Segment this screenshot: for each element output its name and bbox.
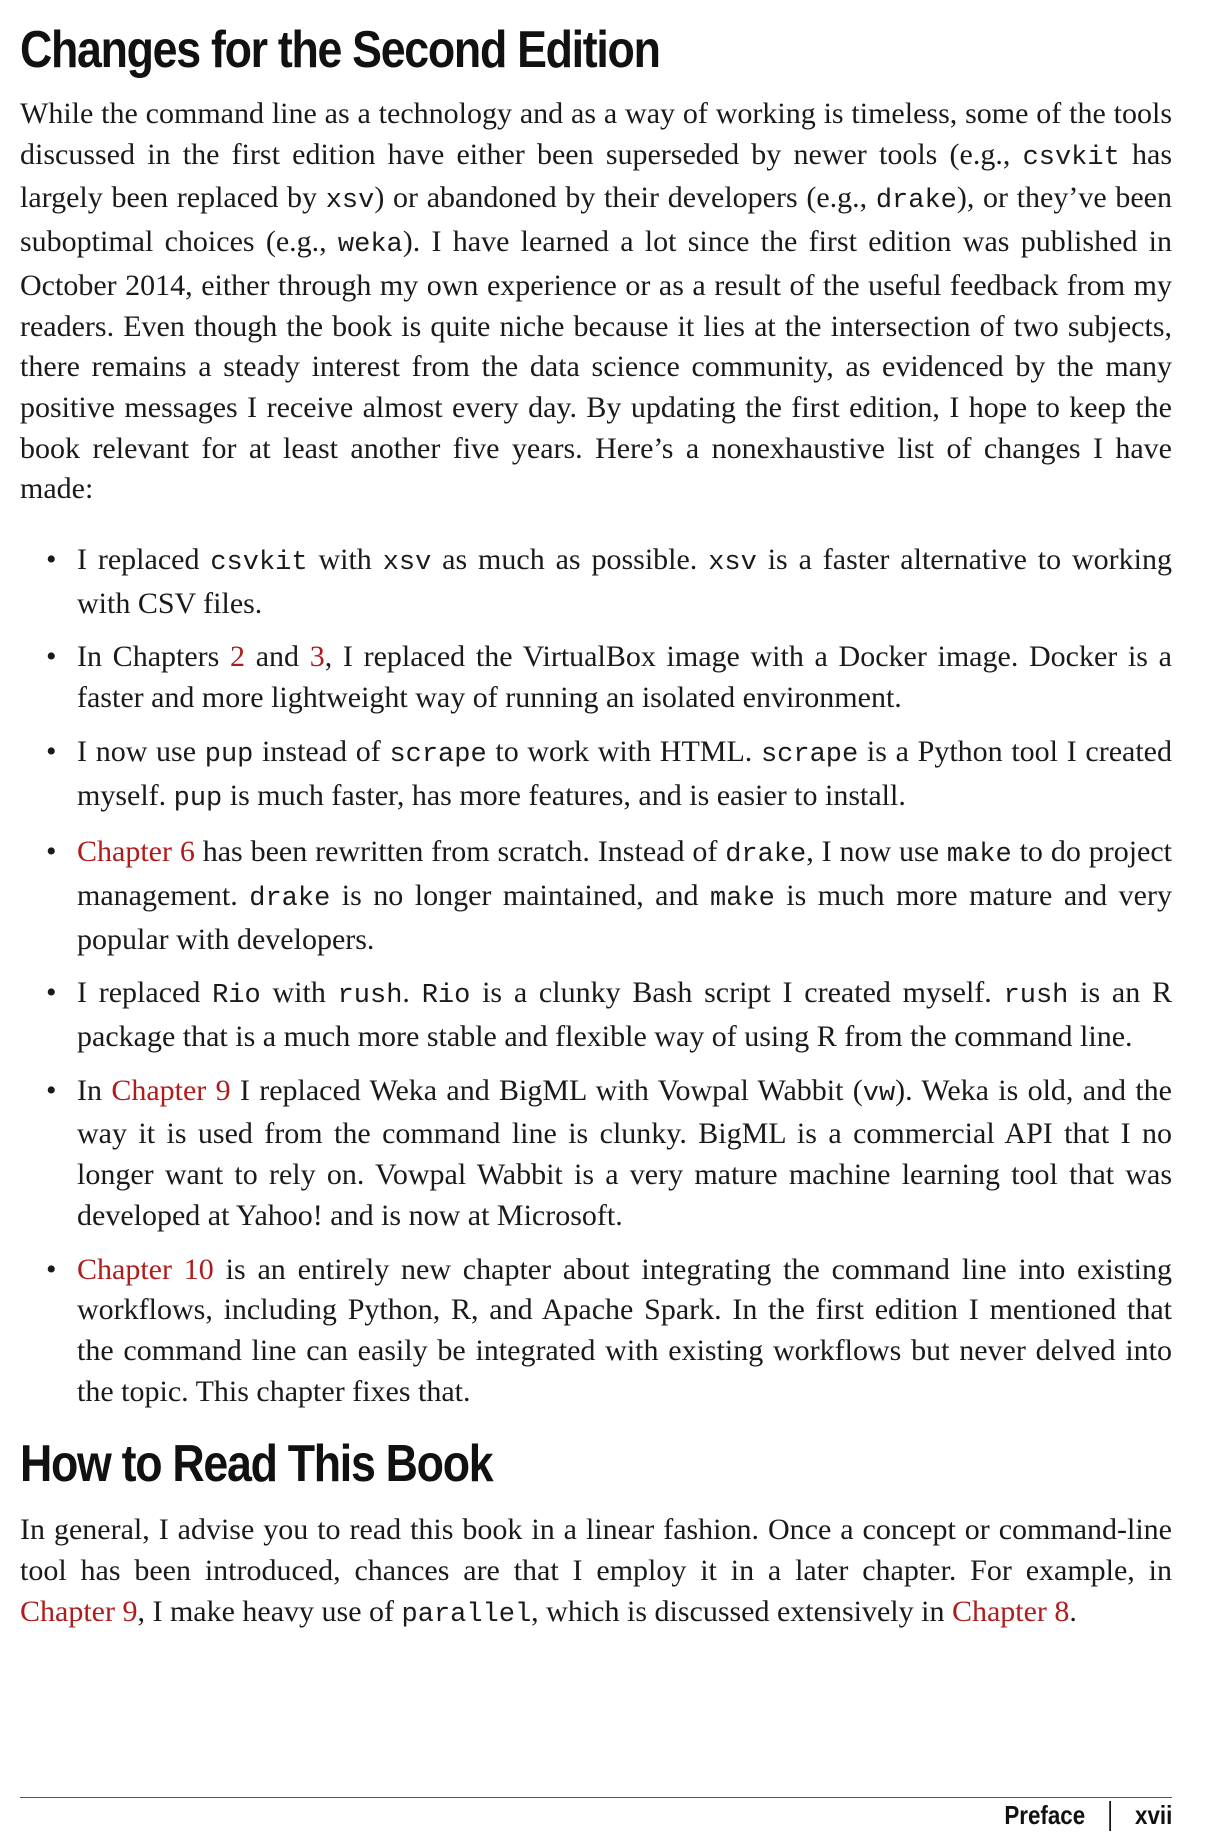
text-run: In <box>77 1073 112 1107</box>
text-run: is an entirely new chapter about integrating the command line into existing workflows, including Python, R, and Apache Spark. In the first edition I mentioned that the command line can easily be integrated with existing workflows but never delved into the topic. This chapter fixes that. <box>77 1252 1173 1408</box>
code-pup: pup <box>173 783 223 814</box>
text-run: I replaced <box>77 543 211 577</box>
text-run: to do project management. <box>77 835 1172 912</box>
text-run: is much more mature and very popular with developers. <box>77 878 1172 956</box>
text-run: has been rewritten from scratch. Instead of <box>194 835 726 869</box>
code-rush: rush <box>337 981 403 1012</box>
text-run: is an R package that is a much more stable and flexible way of using R from the command line. <box>77 976 1173 1054</box>
text-run: has largely been replaced by <box>20 137 1172 215</box>
chapter-2-link[interactable]: 2 <box>230 640 246 674</box>
text-run: In general, I advise you to read this book in a linear fashion. Once a concept or command-line tool has been introduced, chances are that I employ it in a later chapter. For example, in <box>20 1513 1172 1588</box>
text-run: , I make heavy use of <box>137 1594 402 1628</box>
code-make: make <box>946 840 1012 871</box>
text-run: ). I have learned a lot since the first edition was published in October 2014, either through my own experience or as a result of the useful feedback from my readers. Even though the book is quite niche because it lies at the intersection of two subjects, there remains a steady interest from the data science community, as evidenced by the many positive messages I receive almost every day. By updating the first edition, I hope to keep the book relevant for at least another five years. Here’s a nonexhaustive list of changes I have made: <box>20 225 1172 506</box>
text-run: , I now use <box>806 835 947 869</box>
intro-paragraph <box>20 94 1172 510</box>
bullet: • <box>46 1073 57 1107</box>
footer-separator <box>1109 1801 1111 1831</box>
how-to-read-paragraph <box>20 1510 1172 1635</box>
code-csvkit: csvkit <box>1022 142 1120 173</box>
text-run: While the command line as a technology and as a way of working is timeless, some of the tools discussed in the first edition have either been superseded by newer tools (e.g., <box>20 97 1172 171</box>
text-run: is much faster, has more features, and is easier to install. <box>222 778 906 812</box>
list-item <box>20 973 1172 1057</box>
text-run: is a clunky Bash script I created myself. <box>470 976 1004 1010</box>
bullet: • <box>46 543 57 577</box>
text-run: ) or abandoned by their developers (e.g., <box>374 181 876 215</box>
code-rio: Rio <box>212 981 261 1012</box>
bullet: • <box>46 976 57 1010</box>
code-drake: drake <box>725 840 807 871</box>
text-run: is a faster alternative to working with CSV files. <box>77 543 1172 620</box>
chapter-8-link[interactable]: Chapter 8 <box>951 1594 1070 1628</box>
list-item <box>20 540 1172 624</box>
code-drake: drake <box>875 186 957 217</box>
bullet: • <box>46 1252 57 1286</box>
page-number: xvii <box>1134 1800 1172 1830</box>
text-run: In Chapters <box>77 640 231 674</box>
bullet: • <box>46 835 57 869</box>
code-vw: vw <box>862 1078 896 1109</box>
chapter-9-link[interactable]: Chapter 9 <box>20 1594 138 1628</box>
footer-rule <box>20 1797 1172 1798</box>
section-heading-changes: Changes for the Second Edition <box>20 21 660 79</box>
text-run: is a Python tool I created myself. <box>77 734 1172 812</box>
text-run: as much as possible. <box>431 543 709 577</box>
code-rush: rush <box>1003 981 1069 1012</box>
text-run: and <box>245 640 310 674</box>
text-run: . <box>1069 1594 1077 1628</box>
text-run: with <box>260 976 338 1010</box>
page-footer <box>1004 1800 1172 1831</box>
bullet: • <box>46 734 57 768</box>
changes-list <box>20 540 1172 1412</box>
list-item <box>20 1250 1172 1413</box>
code-xsv: xsv <box>708 548 757 579</box>
list-item <box>20 637 1172 718</box>
text-run: . <box>402 976 422 1010</box>
code-drake: drake <box>249 883 331 914</box>
chapter-6-link[interactable]: Chapter 6 <box>77 835 195 869</box>
chapter-10-link[interactable]: Chapter 10 <box>77 1252 214 1286</box>
code-scrape: scrape <box>760 739 859 770</box>
chapter-9-link[interactable]: Chapter 9 <box>111 1073 231 1107</box>
code-make: make <box>710 883 775 914</box>
text-run: , I replaced the VirtualBox image with a Docker image. Docker is a faster and more lightweight way of running an isolated environment. <box>77 640 1172 715</box>
text-run: ), or they’ve been suboptimal choices (e.g., <box>20 181 1172 259</box>
section-heading-how-to-read: How to Read This Book <box>20 1435 493 1494</box>
text-run: ). Weka is old, and the way it is used from the command line is clunky. BigML is a commercial API that I no longer want to rely on. Vowpal Wabbit is a very mature machine learning tool that was developed at Yahoo! and is now at Microsoft. <box>77 1073 1172 1232</box>
list-item <box>20 732 1172 819</box>
text-run: with <box>307 543 383 577</box>
text-run: to work with HTML. <box>486 734 761 768</box>
text-run: is no longer maintained, and <box>330 878 710 912</box>
chapter-3-link[interactable]: 3 <box>309 640 325 674</box>
text-run: I now use <box>77 734 205 768</box>
list-item <box>20 1071 1172 1237</box>
text-run: , which is discussed extensively in <box>531 1594 952 1628</box>
code-xsv: xsv <box>325 186 375 217</box>
code-scrape: scrape <box>389 739 487 770</box>
text-run: I replaced Weka and BigML with Vowpal Wabbit ( <box>230 1073 863 1107</box>
list-item <box>20 832 1172 960</box>
code-xsv: xsv <box>382 548 432 579</box>
footer-section-name: Preface <box>1004 1800 1085 1830</box>
code-pup: pup <box>204 739 254 770</box>
code-csvkit: csvkit <box>210 548 308 579</box>
text-run: instead of <box>253 734 390 768</box>
code-weka: weka <box>337 230 403 261</box>
text-run: I replaced <box>77 976 213 1010</box>
code-parallel: parallel <box>401 1599 532 1630</box>
page <box>20 0 1172 1636</box>
bullet: • <box>46 640 57 674</box>
code-rio: Rio <box>421 981 471 1012</box>
